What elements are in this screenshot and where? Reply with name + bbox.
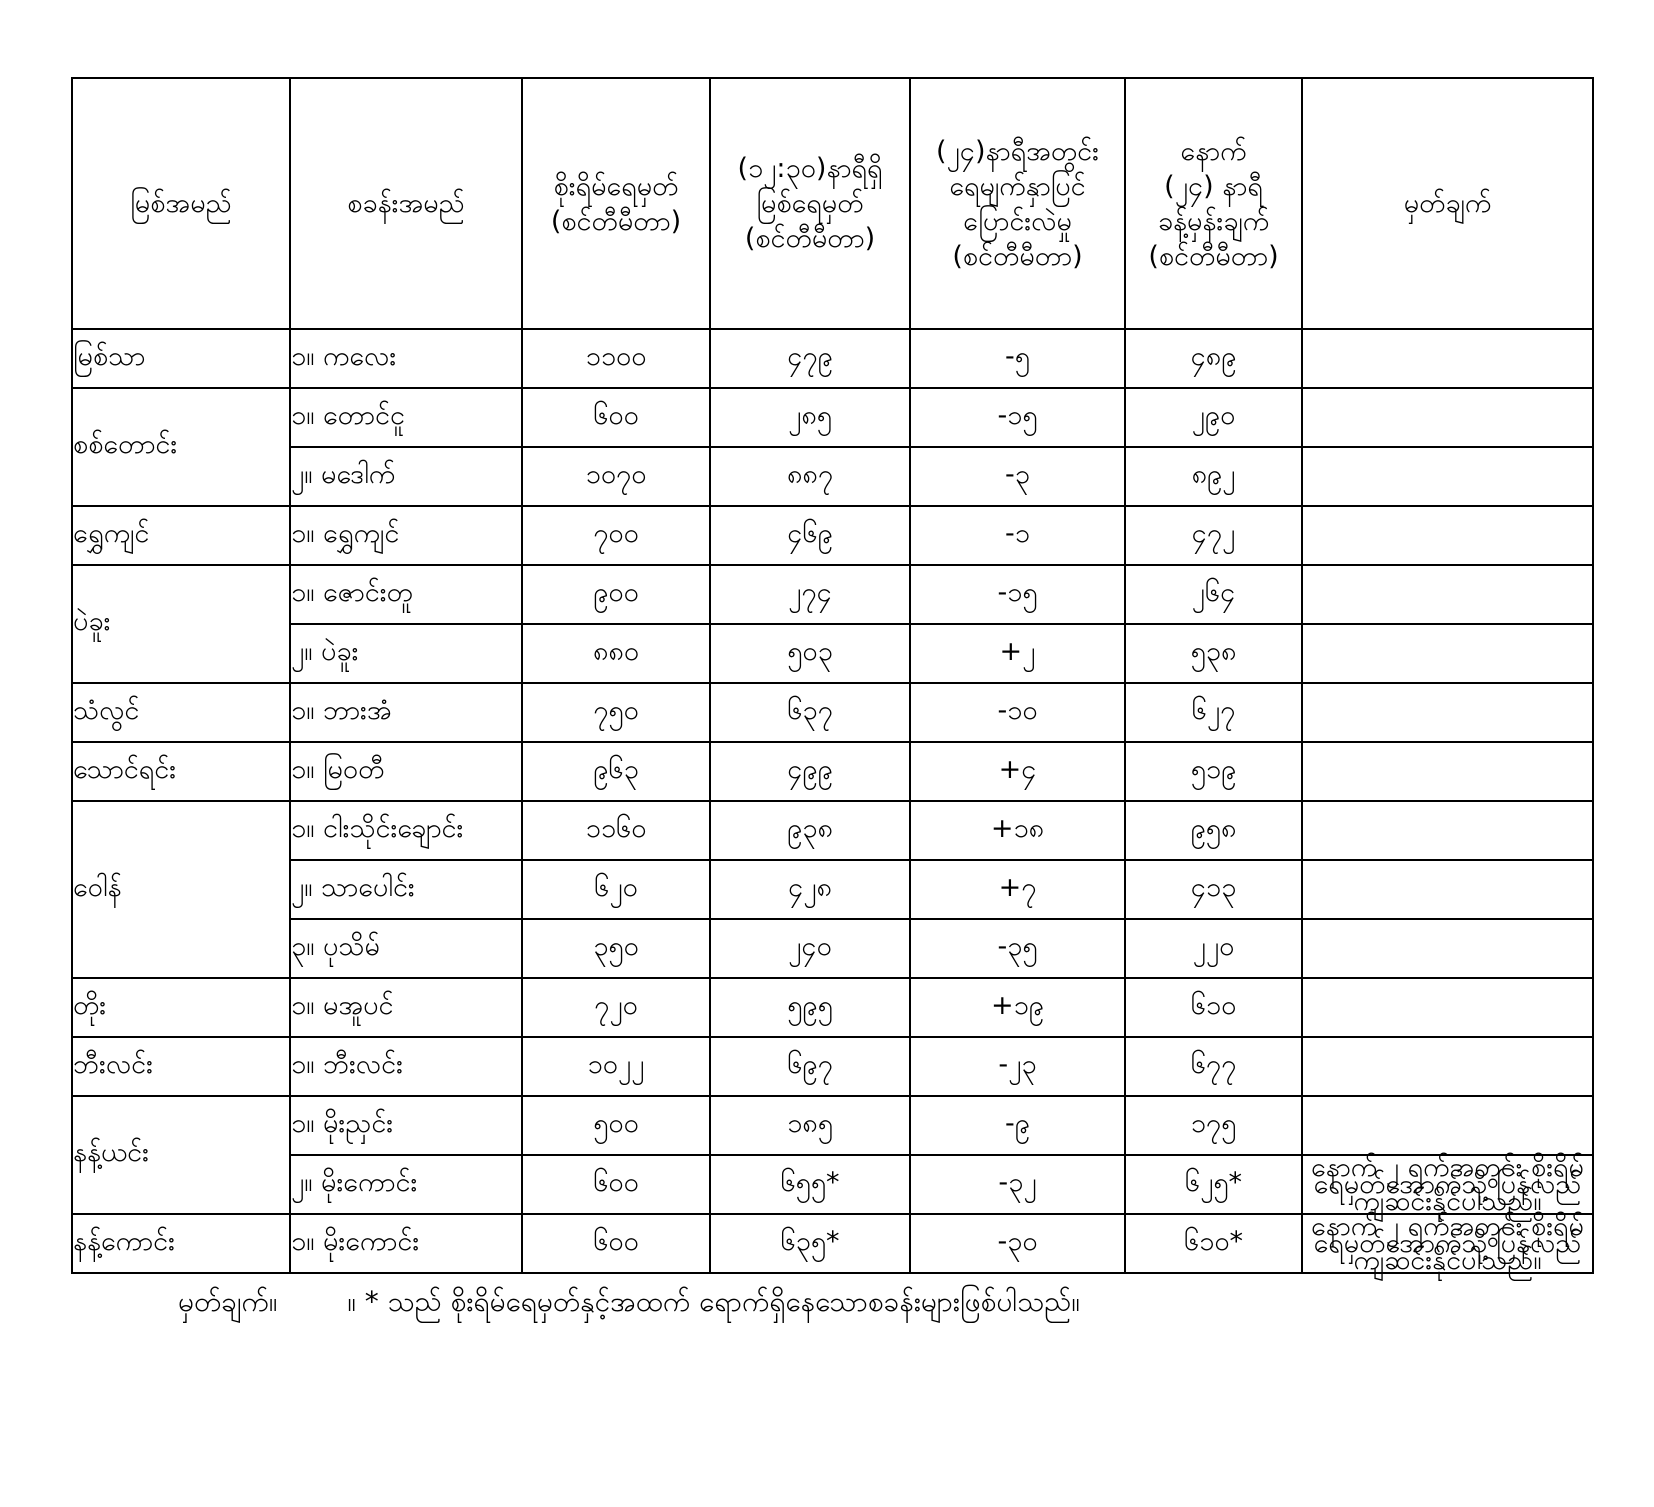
- danger-level: ၆၀၀: [522, 388, 710, 447]
- danger-level: ၁၀၂၂: [522, 1037, 710, 1096]
- table-row: [72, 388, 1593, 447]
- level-change: -၁၀: [910, 683, 1125, 742]
- station-name: ၂။ မိုးကောင်း: [290, 1155, 522, 1214]
- danger-level: ၉၆၃: [522, 742, 710, 801]
- header-line: မှတ်ချက်: [1403, 188, 1492, 219]
- level-change: -၃၀: [910, 1214, 1125, 1273]
- current-level: ၆၃၇: [710, 683, 910, 742]
- header-line: (၁၂:၃၀)နာရီရှိ: [737, 153, 883, 184]
- forecast-level: ၂၉၀: [1125, 388, 1302, 447]
- forecast-level: ၈၉၂: [1125, 447, 1302, 506]
- station-name: ၁။ ဇောင်းတူ: [290, 565, 522, 624]
- current-level: ၄၇၉: [710, 329, 910, 388]
- forecast-level: ၆၂၇: [1125, 683, 1302, 742]
- remark: [1302, 742, 1593, 801]
- header-line: (စင်တီမီတာ): [744, 223, 876, 254]
- footnote-text: ။ * သည် စိုးရိမ်ရေမှတ်နှင့်အထက် ရောက်ရှိနေသောစခန်းများဖြစ်ပါသည်။: [347, 1285, 1080, 1318]
- current-level: ၆၉၇: [710, 1037, 910, 1096]
- table-row: [72, 329, 1593, 388]
- river-name: မြစ်သာ: [72, 329, 290, 388]
- forecast-level: ၆၁၀*: [1125, 1214, 1302, 1273]
- remark: [1302, 860, 1593, 919]
- river-name: ဝေါန်: [72, 801, 290, 978]
- header-line: စိုးရိမ်ရေမှတ်: [553, 170, 679, 202]
- forecast-level: ၆၁၀: [1125, 978, 1302, 1037]
- remark: နောက် ၂ ရက်အတွင်း စိုးရိမ်ရေမှတ်အောက်သို့ ပြန်လည်ကျဆင်းနိုင်ပါသည်။: [1302, 1214, 1593, 1273]
- table-row: [72, 919, 1593, 978]
- header-line: ရေမျက်နှာပြင်: [949, 170, 1086, 202]
- level-change: +၇: [910, 860, 1125, 919]
- danger-level: ၁၁၆၀: [522, 801, 710, 860]
- table-header-row: [72, 78, 1593, 329]
- remark: [1302, 801, 1593, 860]
- station-name: ၂။ သာပေါင်း: [290, 860, 522, 919]
- table-row: [72, 801, 1593, 860]
- table-row: [72, 447, 1593, 506]
- river-name: နန့်ကောင်း: [72, 1214, 290, 1273]
- danger-level: ၁၁၀၀: [522, 329, 710, 388]
- level-change: -၉: [910, 1096, 1125, 1155]
- table-row: [72, 860, 1593, 919]
- river-name: ရွှေကျင်: [72, 506, 290, 565]
- table-row: [72, 624, 1593, 683]
- header-remarks: [1302, 78, 1593, 329]
- level-change: +၁၉: [910, 978, 1125, 1037]
- current-level: ၅၀၃: [710, 624, 910, 683]
- table-row: [72, 565, 1593, 624]
- table-row: [72, 1096, 1593, 1155]
- station-name: ၁။ မြဝတီ: [290, 742, 522, 801]
- level-change: -၃၂: [910, 1155, 1125, 1214]
- remark: [1302, 624, 1593, 683]
- level-change: -၁: [910, 506, 1125, 565]
- river-name: ပဲခူး: [72, 565, 290, 683]
- header-line: ခန့်မှန်းချက်: [1157, 205, 1270, 237]
- danger-level: ၆၀၀: [522, 1155, 710, 1214]
- table-body: [72, 329, 1593, 1276]
- remark: [1302, 565, 1593, 624]
- level-change: -၃: [910, 447, 1125, 506]
- remark: [1302, 388, 1593, 447]
- station-name: ၁။ ရွှေကျင်: [290, 506, 522, 565]
- danger-level: ၁၀၇၀: [522, 447, 710, 506]
- current-level: ၄၉၉: [710, 742, 910, 801]
- current-level: ၄၆၉: [710, 506, 910, 565]
- danger-level: ၇၀၀: [522, 506, 710, 565]
- header-change-24h: [910, 78, 1125, 329]
- river-name: ဘီးလင်း: [72, 1037, 290, 1096]
- station-name: ၁။ တောင်ငူ: [290, 388, 522, 447]
- level-change: -၅: [910, 329, 1125, 388]
- forecast-level: ၂၆၄: [1125, 565, 1302, 624]
- table-row: [72, 506, 1593, 565]
- forecast-level: ၉၅၈: [1125, 801, 1302, 860]
- footnote: [178, 1283, 1080, 1325]
- header-line: မြစ်ရေမှတ်: [756, 188, 864, 219]
- danger-level: ၆၂၀: [522, 860, 710, 919]
- level-change: -၃၅: [910, 919, 1125, 978]
- station-name: ၁။ ဘားအံ: [290, 683, 522, 742]
- header-line: (စင်တီမီတာ): [952, 240, 1083, 272]
- station-name: ၁။ ဘီးလင်း: [290, 1037, 522, 1096]
- current-level: ၁၈၅: [710, 1096, 910, 1155]
- footnote-label: မှတ်ချက်။: [178, 1285, 278, 1318]
- station-name: ၁။ မိုးကောင်း: [290, 1214, 522, 1273]
- table-row: [72, 1037, 1593, 1096]
- danger-level: ၇၅၀: [522, 683, 710, 742]
- table-row: [72, 683, 1593, 742]
- station-name: ၂။ မဒေါက်: [290, 447, 522, 506]
- level-change: +၁၈: [910, 801, 1125, 860]
- header-current-level: [710, 78, 910, 329]
- river-name: တိုး: [72, 978, 290, 1037]
- forecast-level: ၆၇၇: [1125, 1037, 1302, 1096]
- current-level: ၅၉၅: [710, 978, 910, 1037]
- remark: [1302, 329, 1593, 388]
- header-forecast-24h: [1125, 78, 1302, 329]
- header-line: မြစ်အမည်: [130, 188, 232, 219]
- danger-level: ၇၂၀: [522, 978, 710, 1037]
- remark: [1302, 1037, 1593, 1096]
- current-level: ၄၂၈: [710, 860, 910, 919]
- river-name: သံလွင်: [72, 683, 290, 742]
- current-level: ၂၄၀: [710, 919, 910, 978]
- remark: [1302, 506, 1593, 565]
- forecast-level: ၄၇၂: [1125, 506, 1302, 565]
- header-line: နောက်: [1180, 135, 1247, 167]
- river-name: သောင်ရင်း: [72, 742, 290, 801]
- forecast-level: ၂၂၀: [1125, 919, 1302, 978]
- remark: [1302, 1096, 1593, 1155]
- station-name: ၁။ ငါးသိုင်းချောင်း: [290, 801, 522, 860]
- table-row: [72, 1214, 1593, 1273]
- remark: [1302, 919, 1593, 978]
- station-name: ၁။ မိုးညှင်း: [290, 1096, 522, 1155]
- header-river-name: [72, 78, 290, 329]
- danger-level: ၅၀၀: [522, 1096, 710, 1155]
- table-row: [72, 978, 1593, 1037]
- danger-level: ၃၅၀: [522, 919, 710, 978]
- remark: [1302, 683, 1593, 742]
- header-line: (စင်တီမီတာ): [550, 205, 682, 237]
- forecast-level: ၄၁၃: [1125, 860, 1302, 919]
- danger-level: ၉၀၀: [522, 565, 710, 624]
- level-change: -၁၅: [910, 565, 1125, 624]
- station-name: ၁။ ကလေး: [290, 329, 522, 388]
- header-line: (၂၄)နာရီအတွင်း: [935, 135, 1099, 167]
- river-name: စစ်တောင်း: [72, 388, 290, 506]
- header-line: ပြောင်းလဲမှု: [963, 205, 1072, 237]
- table-row: [72, 742, 1593, 801]
- current-level: ၉၃၈: [710, 801, 910, 860]
- remark: [1302, 447, 1593, 506]
- forecast-level: ၅၁၉: [1125, 742, 1302, 801]
- level-change: -၂၃: [910, 1037, 1125, 1096]
- current-level: ၆၃၅*: [710, 1214, 910, 1273]
- station-name: ၂။ ပဲခူး: [290, 624, 522, 683]
- header-line: (၂၄) နာရီ: [1164, 170, 1263, 202]
- forecast-level: ၆၂၅*: [1125, 1155, 1302, 1214]
- remark: နောက် ၂ ရက်အတွင်း စိုးရိမ်ရေမှတ်အောက်သို့ ပြန်လည်ကျဆင်းနိုင်ပါသည်။: [1302, 1155, 1593, 1214]
- level-change: +၂: [910, 624, 1125, 683]
- header-station-name: [290, 78, 522, 329]
- river-name: နန့်ယင်း: [72, 1096, 290, 1214]
- forecast-level: ၁၇၅: [1125, 1096, 1302, 1155]
- forecast-level: ၄၈၉: [1125, 329, 1302, 388]
- current-level: ၈၈၇: [710, 447, 910, 506]
- level-change: +၄: [910, 742, 1125, 801]
- current-level: ၂၇၄: [710, 565, 910, 624]
- header-line: စခန်းအမည်: [347, 188, 465, 219]
- forecast-level: ၅၃၈: [1125, 624, 1302, 683]
- level-change: -၁၅: [910, 388, 1125, 447]
- table-row: [72, 1155, 1593, 1214]
- current-level: ၂၈၅: [710, 388, 910, 447]
- header-line: (စင်တီမီတာ): [1148, 240, 1279, 272]
- danger-level: ၆၀၀: [522, 1214, 710, 1273]
- current-level: ၆၅၅*: [710, 1155, 910, 1214]
- header-danger-level: [522, 78, 710, 329]
- danger-level: ၈၈၀: [522, 624, 710, 683]
- station-name: ၁။ မအူပင်: [290, 978, 522, 1037]
- river-level-table: [71, 77, 1594, 1274]
- station-name: ၃။ ပုသိမ်: [290, 919, 522, 978]
- remark: [1302, 978, 1593, 1037]
